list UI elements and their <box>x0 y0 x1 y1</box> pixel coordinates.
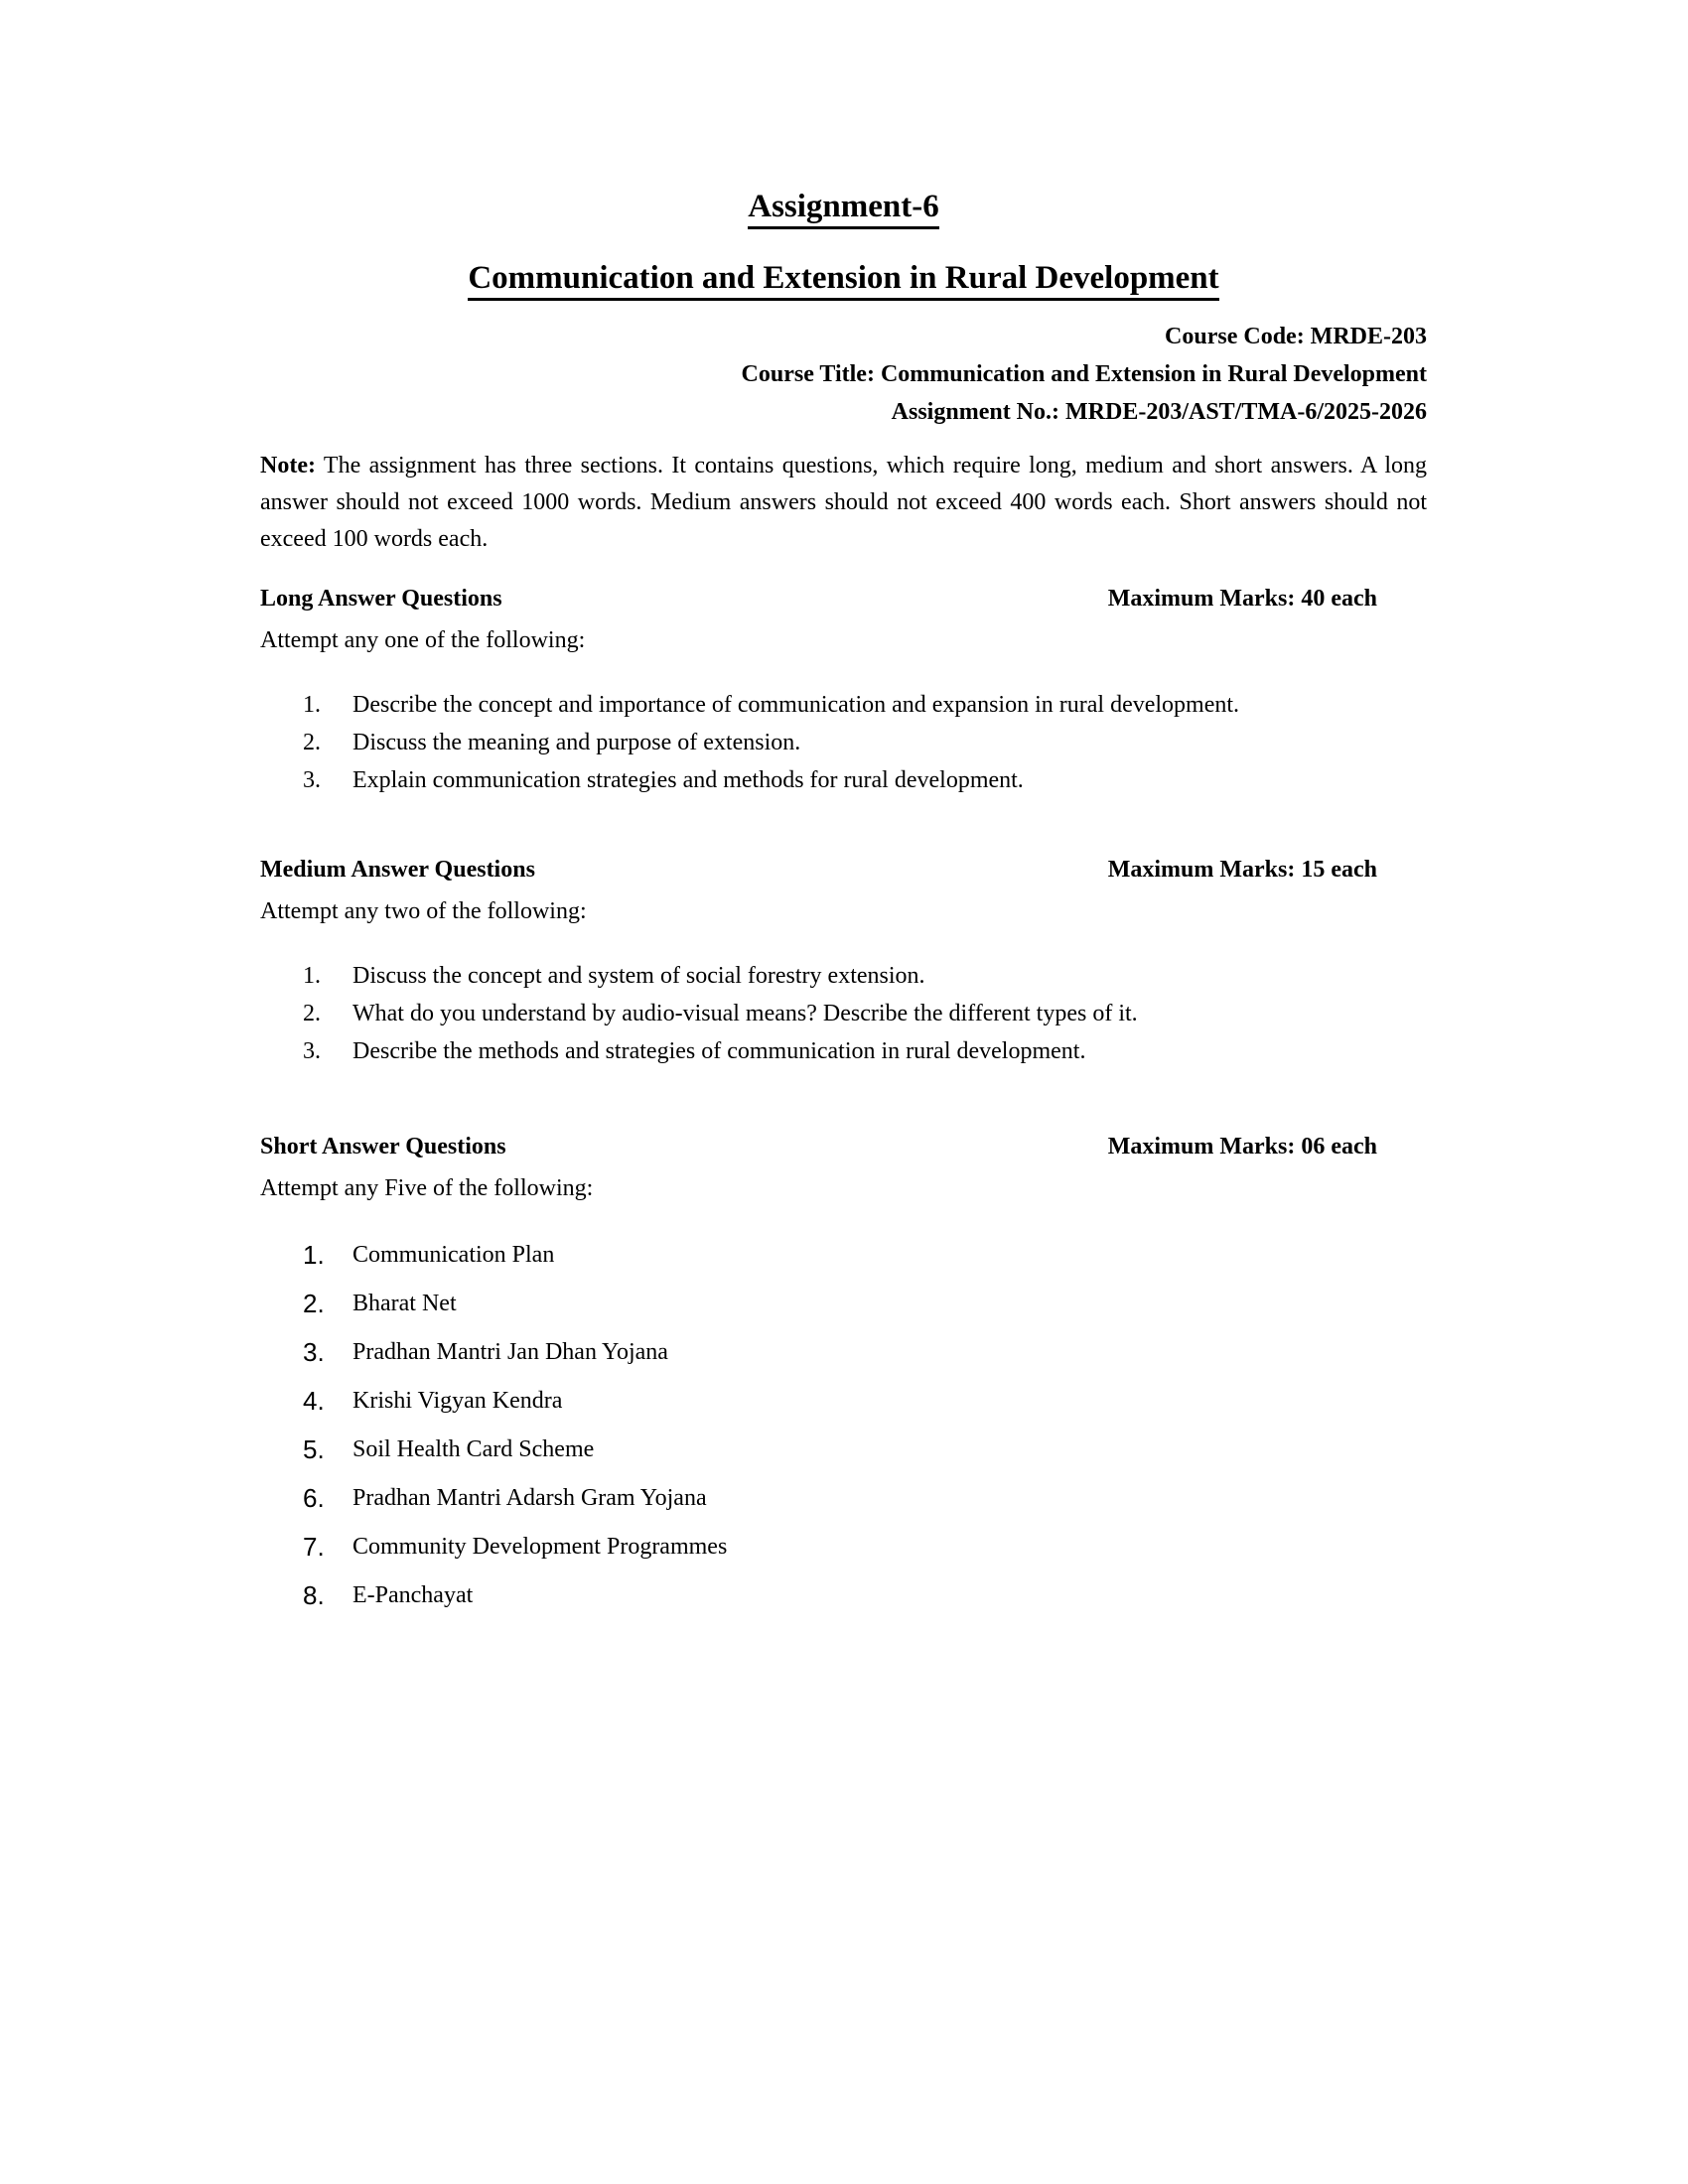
attempt-instruction: Attempt any two of the following: <box>260 898 587 924</box>
item-number: 6. <box>303 1483 325 1513</box>
item-text: Discuss the meaning and purpose of extension. <box>352 730 801 755</box>
list-item <box>260 1426 1427 1474</box>
item-text: Describe the concept and importance of communication and expansion in rural development. <box>352 692 1240 718</box>
list-item <box>260 686 1427 724</box>
item-number: 2. <box>303 1001 321 1026</box>
list-item <box>260 724 1427 761</box>
section-heading-medium-answer <box>260 852 1427 888</box>
item-number: 2. <box>303 1289 325 1318</box>
list-item <box>260 761 1427 799</box>
assignment-number: Assignment No.: MRDE-203/AST/TMA-6/2025-2026 <box>891 399 1427 425</box>
list-item <box>260 1032 1427 1070</box>
attempt-instruction: Attempt any one of the following: <box>260 627 586 653</box>
course-code: Course Code: MRDE-203 <box>1165 324 1427 349</box>
item-number: 1. <box>303 1240 325 1270</box>
item-number: 3. <box>303 767 321 793</box>
item-text: Discuss the concept and system of social forestry extension. <box>352 963 925 989</box>
list-item <box>260 995 1427 1032</box>
section-heading-short-answer <box>260 1129 1427 1165</box>
section-heading-long-answer <box>260 581 1427 617</box>
assignment-title-text: Assignment-6 <box>748 189 939 229</box>
item-text: Pradhan Mantri Jan Dhan Yojana <box>352 1339 668 1365</box>
item-number: 1. <box>303 692 321 718</box>
item-text: What do you understand by audio-visual means? Describe the different types of it. <box>352 1001 1138 1026</box>
assignment-title <box>260 0 1427 226</box>
item-text: Soil Health Card Scheme <box>352 1436 595 1462</box>
list-item <box>260 1571 1427 1620</box>
list-item <box>260 957 1427 995</box>
item-text: Pradhan Mantri Adarsh Gram Yojana <box>352 1485 707 1511</box>
list-item <box>260 1474 1427 1523</box>
item-number: 3. <box>303 1038 321 1064</box>
item-number: 7. <box>303 1532 325 1562</box>
item-number: 2. <box>303 730 321 755</box>
list-item <box>260 1280 1427 1328</box>
course-title-line: Course Title: Communication and Extension in Rural Development <box>741 361 1427 387</box>
item-number: 8. <box>303 1580 325 1610</box>
section-marks: Maximum Marks: 06 each <box>1107 1134 1377 1160</box>
item-text: Krishi Vigyan Kendra <box>352 1388 563 1414</box>
list-item <box>260 1231 1427 1280</box>
course-subtitle-text: Communication and Extension in Rural Development <box>468 260 1218 301</box>
note-label: Note: <box>260 453 316 478</box>
item-number: 3. <box>303 1337 325 1367</box>
item-text: Explain communication strategies and methods for rural development. <box>352 767 1024 793</box>
short-answer-list <box>260 1231 1427 1620</box>
long-answer-list <box>260 686 1427 799</box>
item-text: E-Panchayat <box>352 1582 474 1608</box>
section-title: Short Answer Questions <box>260 1134 506 1160</box>
note-text: The assignment has three sections. It contains questions, which require long, medium and short answers. A long answer should not exceed 1000 words. Medium answers should not exceed 400 words each. Short answers should not exceed 100 words each. <box>260 453 1427 552</box>
item-number: 5. <box>303 1434 325 1464</box>
item-text: Describe the methods and strategies of communication in rural development. <box>352 1038 1086 1064</box>
item-text: Community Development Programmes <box>352 1534 728 1560</box>
list-item <box>260 1377 1427 1426</box>
list-item <box>260 1328 1427 1377</box>
document-content <box>260 0 1427 1620</box>
section-title: Long Answer Questions <box>260 586 502 612</box>
note-paragraph <box>260 448 1427 558</box>
section-marks: Maximum Marks: 40 each <box>1107 586 1377 612</box>
attempt-instruction: Attempt any Five of the following: <box>260 1175 594 1201</box>
section-title: Medium Answer Questions <box>260 857 535 883</box>
medium-answer-list <box>260 957 1427 1070</box>
course-info-block <box>260 318 1427 431</box>
list-item <box>260 1523 1427 1571</box>
item-text: Communication Plan <box>352 1242 555 1268</box>
item-text: Bharat Net <box>352 1291 457 1316</box>
section-marks: Maximum Marks: 15 each <box>1107 857 1377 883</box>
course-subtitle <box>260 258 1427 298</box>
item-number: 4. <box>303 1386 325 1416</box>
item-number: 1. <box>303 963 321 989</box>
